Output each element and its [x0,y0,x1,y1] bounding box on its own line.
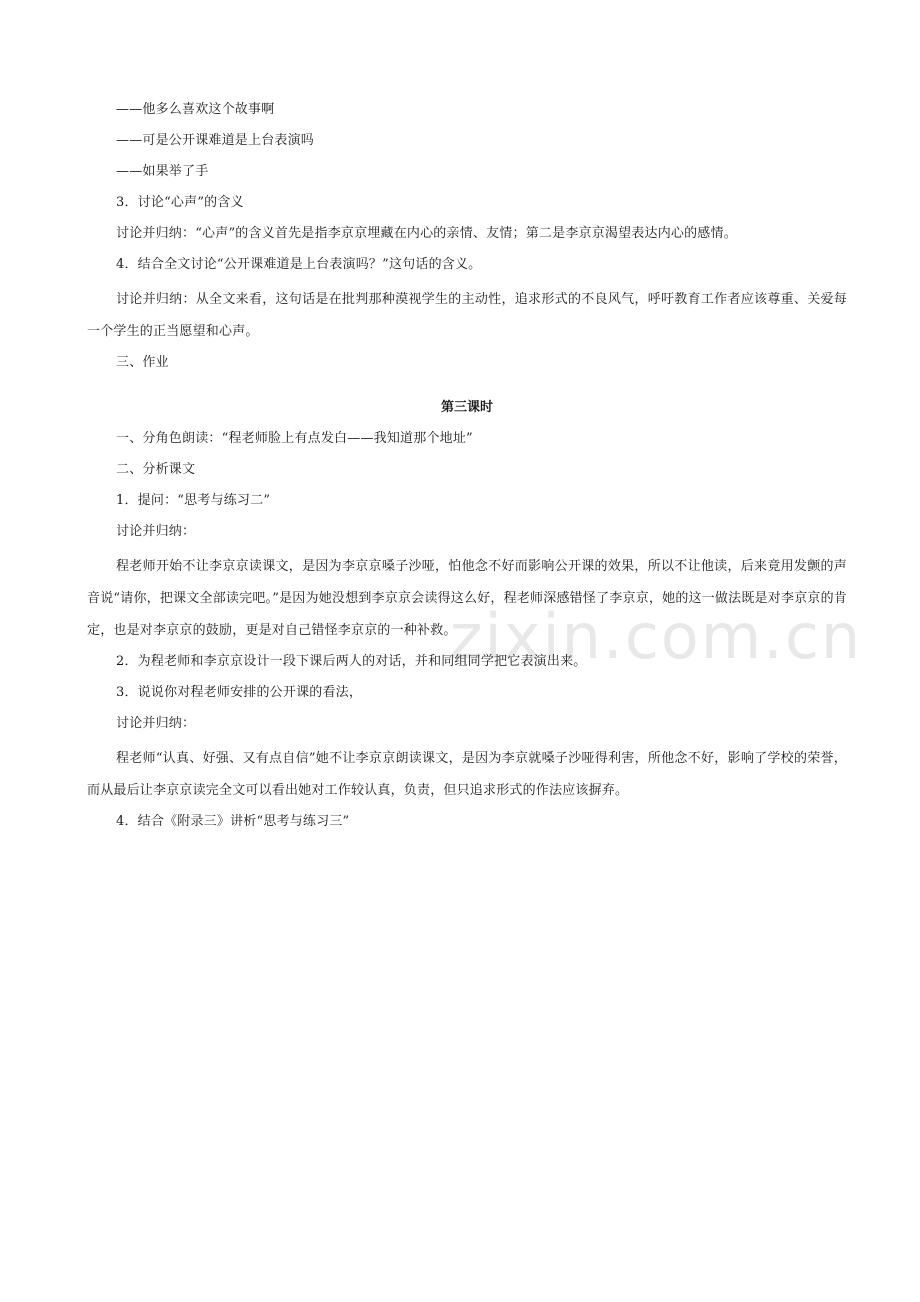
summary-full-text: 讨论并归纳：从全文来看，这句话是在批判那种漠视学生的主动性，追求形式的不良风气，呼吁教育工作者应该尊重、关爱每一个学生的正当愿望和心声。 [87,292,847,339]
document-body [87,98,847,841]
item-3-heart-voice: 3．讨论“心声”的含义 [116,195,244,210]
item-1-question: 1．提问：“思考与练习二” [116,493,271,508]
section-role-reading: 一、分角色朗读：“程老师脸上有点发白——我知道那个地址” [116,431,473,446]
section-analyze-text: 二、分析课文 [116,462,196,477]
watermark: zixin.com.cn [450,600,863,673]
discuss-label-2: 讨论并归纳： [116,716,196,731]
dialogue-line-3: ——如果举了手 [116,164,209,179]
discuss-label-1: 讨论并归纳： [116,524,196,539]
item-3-opinion: 3．说说你对程老师安排的公开课的看法， [116,685,363,700]
analysis-paragraph-1: 程老师开始不让李京京读课文，是因为李京京嗓子沙哑，怕他念不好而影响公开课的效果，所以不让他读，后来竟用发颤的声音说“请你，把课文全部读完吧。”是因为她没想到李京京会读得这么好，程老师深感错怪了李京京，她的这一做法既是对李京京的肯定，也是对李京京的鼓励，更是对自己错怪李京京的一种补救。 [87,559,847,638]
item-4-appendix: 4．结合《附录三》讲析“思考与练习三” [116,814,350,829]
dialogue-line-1: ——他多么喜欢这个故事啊 [116,102,275,117]
item-2-dialogue-design: 2．为程老师和李京京设计一段下课后两人的对话，并和同组同学把它表演出来。 [116,654,587,669]
summary-heart-voice: 讨论并归纳：“心声”的含义首先是指李京京埋藏在内心的亲情、友情；第二是李京京渴望表达内心的感情。 [116,226,737,241]
lesson-3-heading: 第三课时 [440,400,493,415]
dialogue-line-2: ——可是公开课难道是上台表演吗 [116,133,315,148]
analysis-paragraph-2: 程老师“认真、好强、又有点自信”她不让李京京朗读课文，是因为李京就嗓子沙哑得利害，所他念不好，影响了学校的荣誉，而从最后让李京京读完全文可以看出她对工作较认真，负责，但只追求形式的作法应该摒弃。 [87,751,847,798]
section-homework: 三、作业 [116,355,169,370]
item-4-discussion: 4．结合全文讨论“公开课难道是上台表演吗？”这句话的含义。 [116,257,482,272]
